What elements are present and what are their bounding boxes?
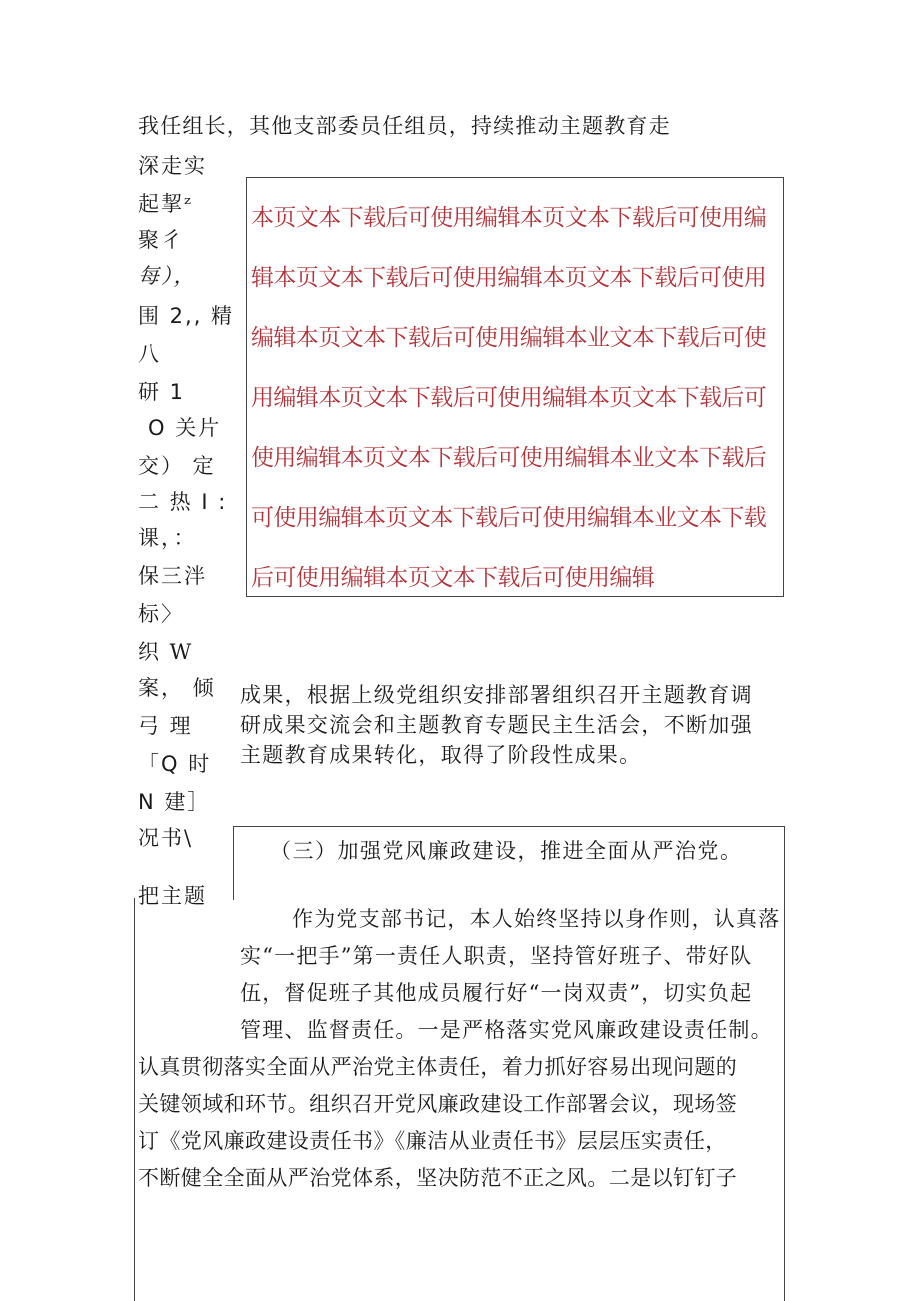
body-line: 管理、监督责任。一是严格落实党风廉政建设责任制。 — [240, 1018, 773, 1042]
left-fragment: 「Q 时 — [138, 752, 212, 776]
body-line: 不断健全全面从严治党体系，坚决防范不正之风。二是以钉钉子 — [138, 1166, 738, 1190]
left-fragment: 把主题 — [138, 884, 207, 908]
left-fragment: 八 — [138, 342, 161, 366]
left-fragment: 研 1 — [138, 380, 186, 404]
left-fragment: 每）， — [138, 264, 197, 288]
left-fragment: 保三泮 — [138, 564, 207, 588]
watermark-line: 辑本页文本下载后可使用编辑本页文本下载后可使用 — [251, 265, 767, 291]
body-line: 实“一把手”第一责任人职责，坚持管好班子、带好队 — [240, 944, 753, 968]
left-fragment: 围 2,, 精 — [138, 304, 235, 328]
body-line: 认真贯彻落实全面从严治党主体责任，着力抓好容易出现问题的 — [138, 1055, 738, 1079]
watermark-line: 本页文本下载后可使用编辑本页文本下载后可使用编 — [251, 205, 767, 231]
watermark-text-box — [246, 177, 784, 597]
left-fragment: 况书\ — [138, 826, 194, 850]
table-border-left-lower — [134, 898, 135, 1301]
table-border-left-upper — [233, 826, 234, 900]
watermark-line: 使用编辑本页文本下载后可使用编辑本业文本下载后 — [251, 445, 767, 471]
paragraph-line: 研成果交流会和主题教育专题民主生活会，不断加强 — [240, 713, 753, 737]
body-line: 关键领域和环节。组织召开党风廉政建设工作部署会议，现场签 — [138, 1092, 738, 1116]
top-text-line: 我任组长，其他支部委员任组员，持续推动主题教育走 — [138, 114, 671, 138]
watermark-line: 可使用编辑本页文本下载后可使用编辑本业文本下载 — [251, 505, 767, 531]
body-line: 伍，督促班子其他成员履行好“一岗双责”，切实负起 — [240, 981, 753, 1005]
watermark-line: 后可使用编辑本页文本下载后可使用编辑 — [251, 565, 655, 591]
paragraph-line: 成果，根据上级党组织安排部署组织召开主题教育调 — [240, 683, 753, 707]
left-fragment: N 建］ — [138, 790, 211, 814]
body-line: 作为党支部书记，本人始终坚持以身作则，认真落 — [292, 907, 781, 931]
left-fragment: 交） 定 — [138, 454, 216, 478]
left-fragment: 弓 理 — [138, 714, 193, 738]
table-border-top — [233, 826, 785, 827]
watermark-line: 编辑本页文本下载后可使用编辑本业文本下载后可使 — [251, 325, 767, 351]
body-line: 订《党风廉政建设责任书》《廉洁从业责任书》层层压实责任， — [138, 1129, 727, 1153]
left-fragment: 聚彳 — [138, 228, 184, 252]
table-border-right — [784, 826, 785, 1301]
left-fragment: 二 热 I : — [138, 490, 228, 514]
left-fragment: 深走实 — [138, 154, 207, 178]
left-fragment: 起挈ᶻ — [138, 192, 193, 216]
left-fragment: 织 W — [138, 640, 194, 664]
watermark-line: 用编辑本页文本下载后可使用编辑本页文本下载后可 — [251, 385, 767, 411]
left-fragment: 案， 倾 — [138, 676, 216, 700]
left-fragment: 标〉 — [138, 602, 184, 626]
section-title: （三）加强党风廉政建设，推进全面从严治党。 — [270, 839, 743, 863]
left-fragment: 课，： — [138, 526, 197, 550]
paragraph-line: 主题教育成果转化，取得了阶段性成果。 — [240, 743, 642, 767]
left-fragment: O 关片 — [148, 416, 222, 440]
